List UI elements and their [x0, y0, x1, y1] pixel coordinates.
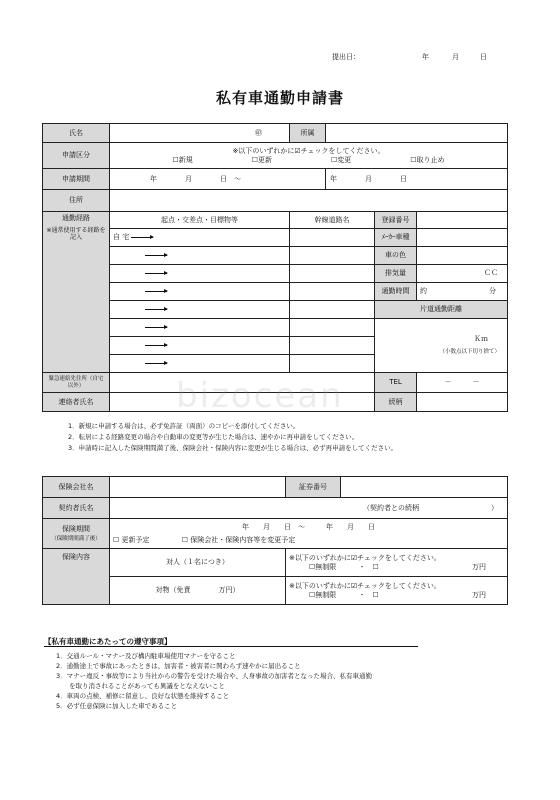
road-row-1[interactable] [290, 229, 375, 247]
ins-property-label: 対物（免責 万円） [110, 577, 286, 605]
ins-personal-amount-checkbox[interactable]: ・ ☐ [358, 562, 379, 571]
road-row-6[interactable] [290, 319, 375, 337]
rule-2: 2．通勤途上で事故にあったときは、加害者・被害者に関わらず速やかに届出ること [56, 662, 301, 670]
note-3: 3．申請時に記入した保険期間満了後、保険会社・保険内容に変更が生じる場合は、必ず再申請をしてください。 [68, 444, 398, 452]
ins-property-field [286, 577, 508, 605]
ins-period-value[interactable]: 年 月 日 ～ 年 月 日 [242, 523, 375, 532]
dept-label: 所属 [290, 124, 326, 143]
ins-change-checkbox[interactable]: ☐ 保険会社・保険内容等を変更予定 [181, 535, 296, 544]
reg-label: 登録番号 [375, 212, 417, 229]
type-renew-checkbox[interactable]: ☐更新 [251, 155, 273, 164]
type-label: 申請区分 [43, 143, 110, 169]
route-row-2[interactable] [110, 247, 290, 265]
color-label: 車の色 [375, 247, 417, 265]
ins-property-note: ※以下のいずれかに☑チェックをしてください。 [289, 582, 441, 591]
reg-field[interactable] [417, 212, 508, 229]
contact-label: 連絡者氏名 [43, 393, 110, 412]
road-row-7[interactable] [290, 337, 375, 355]
insurance-table [42, 476, 508, 605]
road-row-3[interactable] [290, 265, 375, 283]
route-row-4[interactable] [110, 283, 290, 301]
time-label: 通勤時間 [375, 283, 417, 301]
applicant-table [42, 123, 508, 412]
type-field [110, 143, 508, 169]
period-from[interactable]: 年 月 日 ～ [110, 169, 326, 190]
cc-field[interactable] [417, 265, 508, 283]
note-1: 1．新規に申請する場合は、必ず免許証（両面）のコピーを添付してください。 [68, 422, 300, 430]
ins-period-field [110, 519, 508, 549]
ins-holder-label: 契約者氏名 [43, 498, 110, 519]
rule-3: 3．マナー違反・事故等により当社からの警告を受けた場合や、人身事故の加害者となった場合、私有車通勤 [56, 672, 373, 680]
time-approx: 約 [420, 287, 427, 296]
ins-company-label: 保険会社名 [43, 477, 110, 498]
ins-personal-field [286, 549, 508, 577]
ins-holder-relation: （契約者との続柄 [363, 503, 419, 512]
ins-personal-label: 対人（１名につき） [110, 549, 286, 577]
road-row-8[interactable] [290, 355, 375, 373]
road-row-4[interactable] [290, 283, 375, 301]
color-field[interactable] [417, 247, 508, 265]
relation-field[interactable] [417, 393, 508, 412]
period-label: 申請期間 [43, 169, 110, 190]
tel-label: TEL [375, 373, 417, 393]
note-2: 2．転居による経路変更の場合や自動車の変更等が生じた場合は、速やかに再申請をしてください。 [68, 433, 359, 441]
road-row-2[interactable] [290, 247, 375, 265]
dept-field[interactable] [326, 124, 508, 143]
rules-list [56, 651, 372, 711]
home-label: 自 宅 [113, 233, 130, 242]
route-row-6[interactable] [110, 319, 290, 337]
ins-period-sub: （保険期間満了後） [51, 535, 101, 542]
rule-1: 1．交通ルール・マナー及び構内駐車場使用マナーを守ること [56, 652, 236, 660]
route-note: ※通常使用する経路を記入 [46, 227, 106, 241]
ins-holder-close: ） [491, 503, 498, 512]
route-row-8[interactable] [110, 355, 290, 373]
maker-label: ﾒｰｶｰ車種 [375, 229, 417, 247]
name-label: 氏名 [43, 124, 110, 143]
relation-label: 続柄 [375, 393, 417, 412]
arrow-icon [145, 255, 167, 256]
route-row-7[interactable] [110, 337, 290, 355]
ins-property-amount-checkbox[interactable]: ・ ☐ [358, 590, 379, 599]
route-label-cell [43, 212, 110, 373]
ins-content-label: 保険内容 [43, 549, 110, 605]
ins-personal-note: ※以下のいずれかに☑チェックをしてください。 [289, 554, 441, 563]
time-field[interactable] [417, 283, 508, 301]
arrow-icon [145, 363, 167, 364]
ins-cert-field[interactable] [341, 477, 508, 498]
dist-label: 片道通勤距離 [375, 301, 508, 319]
rule-4: 4．車両の点検、補修に留意し、良好な状態を維持すること [56, 692, 230, 700]
type-new-checkbox[interactable]: ☐新規 [172, 155, 193, 164]
cc-label: 排気量 [375, 265, 417, 283]
seal-mark: ㊞ [255, 128, 262, 137]
cc-unit: ＣＣ [484, 269, 499, 278]
arrow-icon [145, 309, 167, 310]
route-row-1[interactable] [110, 229, 290, 247]
type-note: ※以下のいずれかに☑チェックをしてください。 [232, 147, 385, 156]
route-row-3[interactable] [110, 265, 290, 283]
period-to[interactable]: 年 月 日 [326, 169, 508, 190]
arrow-icon [131, 237, 153, 238]
date-year: 年 [422, 53, 429, 61]
name-field[interactable] [110, 124, 290, 143]
ins-renew-checkbox[interactable]: ☐ 更新予定 [113, 535, 150, 544]
ins-cert-label: 証券番号 [286, 477, 341, 498]
date-day: 日 [480, 53, 487, 61]
dist-field[interactable] [375, 319, 508, 373]
watermark: bizocean [176, 376, 344, 416]
date-label: 提出日： [332, 53, 360, 61]
rules-divider [44, 646, 418, 647]
date-month: 月 [452, 53, 459, 61]
address-field[interactable] [110, 190, 508, 212]
ins-holder-field[interactable] [110, 498, 508, 519]
road-row-5[interactable] [290, 301, 375, 319]
ins-personal-unlimited-checkbox[interactable]: ☐無制限 [309, 562, 337, 571]
rule-5: 5．必ず任意保険に加入した車であること [56, 702, 178, 710]
ins-period-label-cell [43, 519, 110, 549]
route-road-header: 幹線道路名 [290, 212, 375, 229]
arrow-icon [145, 273, 167, 274]
ins-property-unit: 万円 [472, 590, 486, 599]
emergency-label: 緊急連絡先住所（自宅以外） [43, 373, 110, 393]
ins-period-label: 保険期間 [62, 524, 90, 533]
arrow-icon [145, 327, 167, 328]
ins-company-field[interactable] [110, 477, 286, 498]
rule-3-cont: を取り消されることがあっても異議をとなえないこと [56, 682, 225, 690]
route-from-header: 起点・交差点・目標物等 [110, 212, 290, 229]
page-title: 私有車通勤申請書 [215, 89, 344, 107]
time-unit: 分 [489, 287, 497, 296]
route-row-5[interactable] [110, 301, 290, 319]
tel-field[interactable]: － － [417, 373, 508, 393]
ins-property-unlimited-checkbox[interactable]: ☐無制限 [309, 590, 337, 599]
dist-note: （小数点以下切り捨て） [439, 349, 501, 356]
address-label: 住所 [43, 190, 110, 212]
type-change-checkbox[interactable]: ☐変更 [330, 155, 352, 164]
arrow-icon [145, 345, 167, 346]
rules-heading: 【私有車通勤にあたっての遵守事項】 [44, 637, 172, 646]
route-label: 通勤経路 [62, 214, 90, 222]
maker-field[interactable] [417, 229, 508, 247]
notes-list [68, 421, 397, 454]
arrow-icon [145, 291, 167, 292]
type-cancel-checkbox[interactable]: ☐取り止め [410, 155, 445, 164]
dist-unit: Ｋｍ [474, 335, 489, 344]
ins-personal-unit: 万円 [472, 562, 486, 571]
